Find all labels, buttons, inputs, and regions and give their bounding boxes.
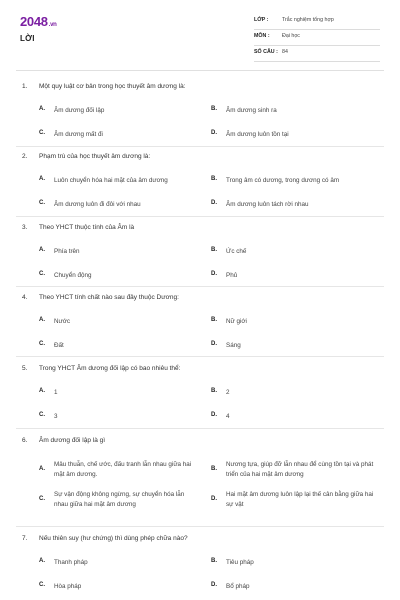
option-row bbox=[16, 128, 384, 152]
question-number: 6. bbox=[22, 437, 28, 444]
option-text: Đất bbox=[54, 342, 64, 349]
option-letter: D. bbox=[211, 130, 217, 136]
option-text: Âm dương đối lập bbox=[54, 107, 105, 114]
answer-options bbox=[16, 556, 384, 600]
option-text: Nước bbox=[54, 318, 71, 325]
answer-options bbox=[16, 386, 384, 434]
option-text: Tiêu pháp bbox=[226, 559, 254, 566]
question-text: Âm dương đối lập là gì bbox=[39, 437, 106, 444]
option-text: Luôn chuyển hóa hai mặt của âm dương bbox=[54, 177, 168, 184]
option-text: Phía trên bbox=[54, 248, 80, 255]
option-row bbox=[16, 174, 384, 198]
option-row bbox=[16, 410, 384, 434]
question-header bbox=[16, 150, 384, 164]
option-text: 3 bbox=[54, 413, 58, 420]
document-title: LỜI bbox=[20, 34, 35, 43]
option-letter: C. bbox=[39, 582, 45, 588]
option-letter: B. bbox=[211, 176, 217, 182]
option-text: Âm dương mất đi bbox=[54, 131, 103, 138]
option-letter: A. bbox=[39, 317, 45, 323]
option-text: Thanh pháp bbox=[54, 559, 88, 566]
question-number: 4. bbox=[22, 294, 28, 301]
option-text: Âm dương luôn tách rời nhau bbox=[226, 201, 309, 208]
option-text: Sự vận động không ngừng, sự chuyển hóa lẫn nhau giữa hai mặt âm dương bbox=[54, 491, 185, 508]
option-row bbox=[16, 104, 384, 128]
option-letter: C. bbox=[39, 130, 45, 136]
option-text: 1 bbox=[54, 389, 58, 396]
question-text: Theo YHCT thuộc tính của Âm là bbox=[39, 224, 135, 231]
option-row bbox=[16, 386, 384, 410]
meta-row-class bbox=[254, 14, 380, 30]
option-text: Sáng bbox=[226, 342, 241, 349]
option-letter: D. bbox=[211, 341, 217, 347]
option-row bbox=[16, 198, 384, 222]
meta-key: LỚP : bbox=[254, 17, 269, 23]
option-text: Nữ giới bbox=[226, 318, 247, 325]
option-letter: A. bbox=[39, 466, 45, 472]
option-letter: A. bbox=[39, 247, 45, 253]
question-text: Một quy luật cơ bản trong học thuyết âm dương là: bbox=[39, 83, 186, 90]
option-letter: B. bbox=[211, 388, 217, 394]
header-divider bbox=[16, 70, 384, 71]
meta-value: Đại học bbox=[282, 33, 300, 39]
question-3 bbox=[16, 221, 384, 293]
option-text: Trong âm có dương, trong dương có âm bbox=[226, 177, 340, 184]
option-row bbox=[16, 315, 384, 339]
question-4 bbox=[16, 291, 384, 363]
option-letter: D. bbox=[211, 582, 217, 588]
option-row bbox=[16, 580, 384, 600]
option-letter: A. bbox=[39, 388, 45, 394]
question-text: Nếu thiên suy (hư chứng) thì dùng phép chữa nào? bbox=[39, 535, 188, 542]
option-letter: C. bbox=[39, 271, 45, 277]
question-7 bbox=[16, 532, 384, 600]
option-letter: B. bbox=[211, 106, 217, 112]
option-row bbox=[16, 269, 384, 293]
option-text: 4 bbox=[226, 413, 230, 420]
question-1 bbox=[16, 80, 384, 152]
page-header bbox=[0, 0, 400, 68]
question-header bbox=[16, 291, 384, 305]
question-text: Theo YHCT tính chất nào sau đây thuộc Dương: bbox=[39, 294, 179, 301]
option-letter: D. bbox=[211, 271, 217, 277]
option-letter: A. bbox=[39, 106, 45, 112]
option-text: Âm dương luôn tồn tại bbox=[226, 131, 289, 138]
question-separator bbox=[16, 216, 384, 217]
question-separator bbox=[16, 526, 384, 527]
option-letter: D. bbox=[211, 412, 217, 418]
option-text: Ức chế bbox=[226, 248, 247, 255]
option-text: Nương tựa, giúp đỡ lẫn nhau để cùng tồn tại và phát triển của hai mặt âm dương bbox=[226, 461, 374, 478]
option-letter: A. bbox=[39, 558, 45, 564]
meta-value: Trắc nghiệm tổng hợp bbox=[282, 17, 334, 23]
question-number: 3. bbox=[22, 224, 28, 231]
option-text: Âm dương luôn đi đôi với nhau bbox=[54, 201, 141, 208]
option-text: Chuyển động bbox=[54, 272, 92, 279]
question-text: Phạm trù của học thuyết âm dương là: bbox=[39, 153, 151, 160]
meta-value: 84 bbox=[282, 49, 288, 55]
option-letter: A. bbox=[39, 176, 45, 182]
question-separator bbox=[16, 428, 384, 429]
option-letter: B. bbox=[211, 247, 217, 253]
option-letter: D. bbox=[211, 200, 217, 206]
option-text: Hòa pháp bbox=[54, 583, 82, 590]
question-header bbox=[16, 434, 384, 448]
option-row bbox=[16, 458, 384, 488]
option-text: Phủ bbox=[226, 272, 238, 279]
option-row bbox=[16, 245, 384, 269]
question-separator bbox=[16, 286, 384, 287]
option-letter: B. bbox=[211, 317, 217, 323]
question-header bbox=[16, 80, 384, 94]
question-number: 7. bbox=[22, 535, 28, 542]
question-separator bbox=[16, 146, 384, 147]
question-number: 1. bbox=[22, 83, 28, 90]
meta-key: SỐ CÂU : bbox=[254, 49, 278, 55]
option-letter: B. bbox=[211, 466, 217, 472]
logo-suffix: .vn bbox=[48, 22, 57, 28]
answer-options bbox=[16, 174, 384, 222]
option-letter: C. bbox=[39, 200, 45, 206]
document-meta bbox=[254, 14, 380, 62]
answer-options bbox=[16, 104, 384, 152]
question-number: 5. bbox=[22, 365, 28, 372]
meta-row-count bbox=[254, 46, 380, 62]
option-text: Âm dương sinh ra bbox=[226, 107, 277, 114]
meta-row-subject bbox=[254, 30, 380, 46]
logo-main: 2048 bbox=[20, 14, 48, 29]
option-row bbox=[16, 556, 384, 580]
question-header bbox=[16, 532, 384, 546]
answer-options bbox=[16, 458, 384, 518]
question-2 bbox=[16, 150, 384, 222]
option-text: Bổ pháp bbox=[226, 583, 250, 590]
question-number: 2. bbox=[22, 153, 28, 160]
option-letter: C. bbox=[39, 341, 45, 347]
option-text: Hai mặt âm dương luôn lập lại thế cân bằng giữa hai sự vật bbox=[226, 491, 374, 508]
option-letter: C. bbox=[39, 412, 45, 418]
question-text: Trong YHCT Âm dương đối lập có bao nhiêu thể: bbox=[39, 365, 181, 372]
option-letter: B. bbox=[211, 558, 217, 564]
option-text: Mâu thuẫn, chế ước, đấu tranh lẫn nhau giữa hai mặt âm dương. bbox=[54, 461, 192, 478]
question-5 bbox=[16, 362, 384, 434]
option-letter: C. bbox=[39, 496, 45, 502]
option-row bbox=[16, 488, 384, 518]
site-logo[interactable] bbox=[20, 14, 57, 29]
option-letter: D. bbox=[211, 496, 217, 502]
question-separator bbox=[16, 356, 384, 357]
question-6 bbox=[16, 434, 384, 518]
question-header bbox=[16, 221, 384, 235]
option-row bbox=[16, 339, 384, 363]
meta-key: MÔN : bbox=[254, 33, 270, 39]
option-text: 2 bbox=[226, 389, 230, 396]
question-header bbox=[16, 362, 384, 376]
